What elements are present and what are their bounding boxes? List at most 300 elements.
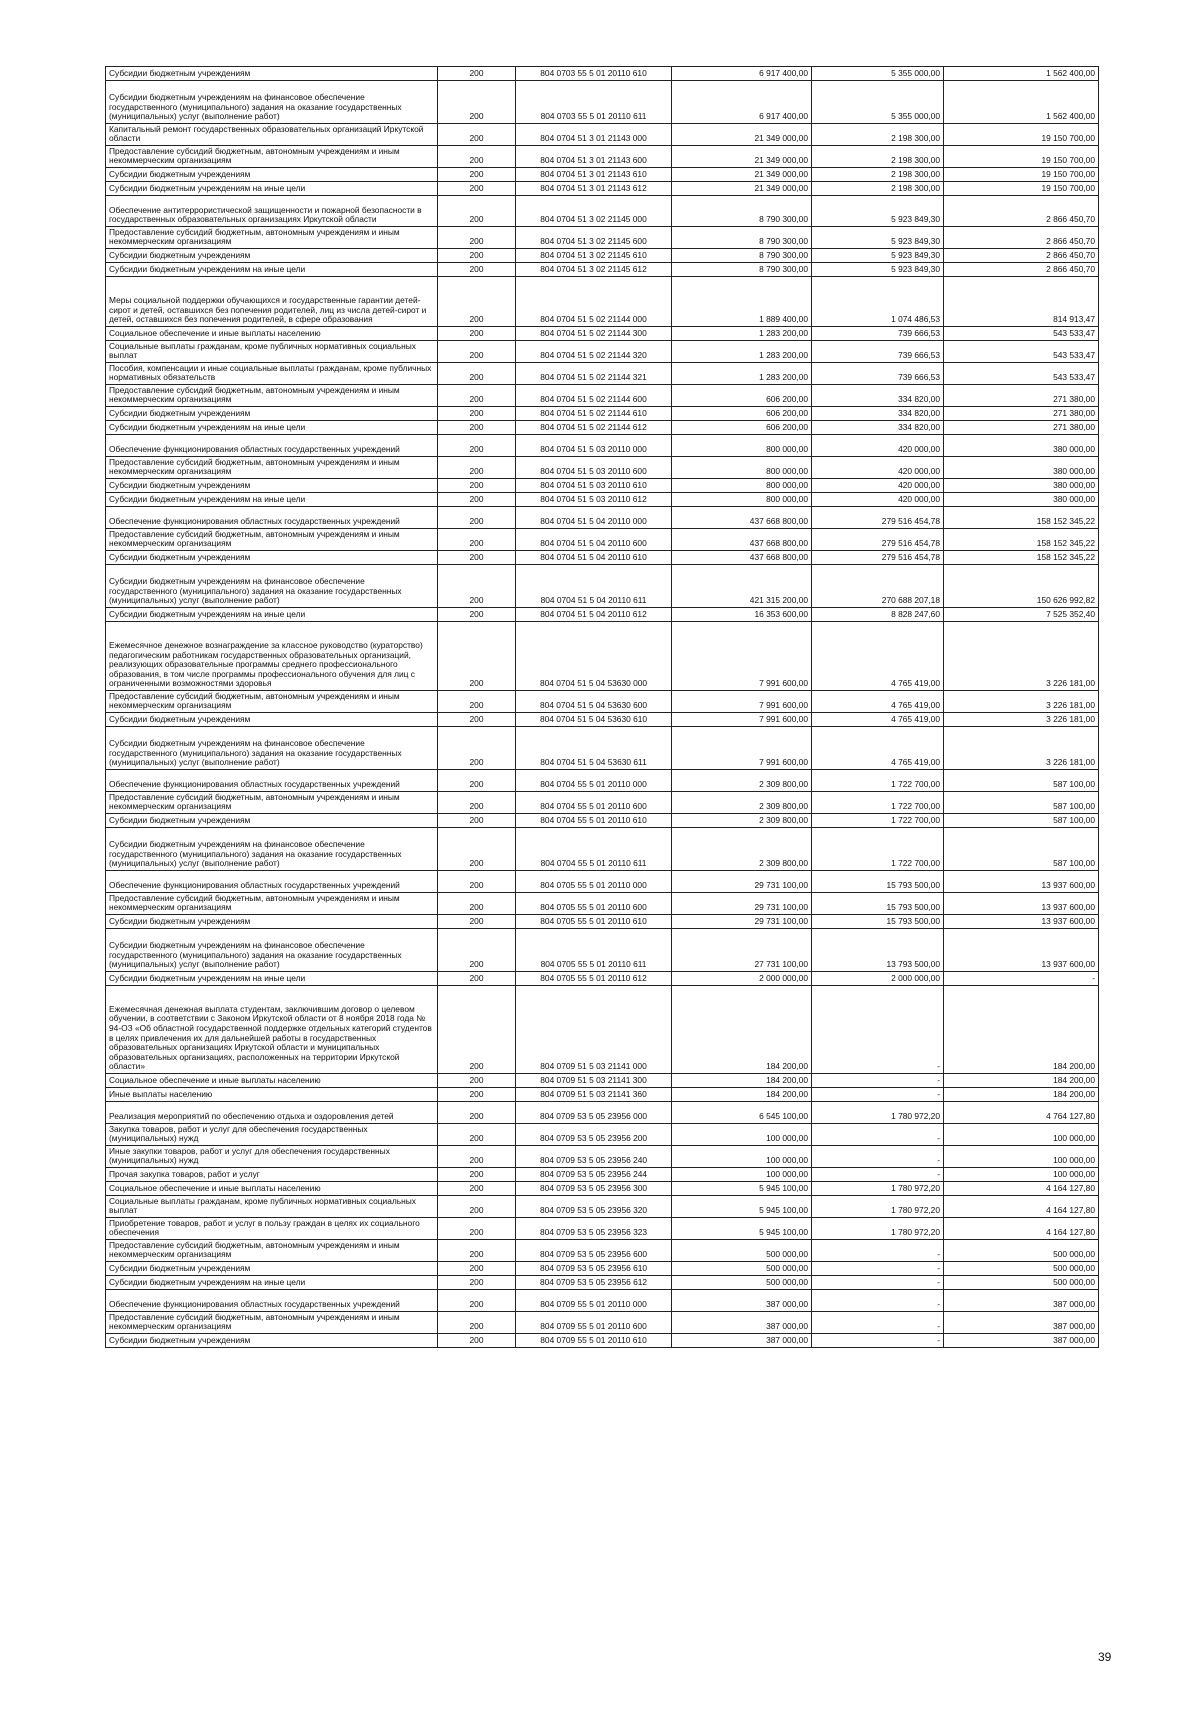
- row-budget-code: 804 0709 53 5 05 23956 000: [516, 1102, 672, 1124]
- row-executed: 4 765 419,00: [812, 691, 944, 713]
- row-unexecuted: 387 000,00: [944, 1334, 1099, 1348]
- row-approved: 7 991 600,00: [672, 713, 812, 727]
- table-row: [106, 1074, 1099, 1088]
- row-unexecuted: 19 150 700,00: [944, 182, 1099, 196]
- row-budget-code: 804 0703 55 5 01 20110 611: [516, 81, 672, 124]
- row-budget-code: 804 0704 51 5 02 21144 300: [516, 327, 672, 341]
- row-budget-code: 804 0709 53 5 05 23956 200: [516, 1124, 672, 1146]
- row-admin-code: 200: [438, 1276, 516, 1290]
- table-row: [106, 263, 1099, 277]
- row-executed: 8 828 247,60: [812, 608, 944, 622]
- row-approved: 21 349 000,00: [672, 182, 812, 196]
- row-approved: 8 790 300,00: [672, 196, 812, 227]
- row-name: Обеспечение антитеррористической защищенности и пожарной безопасности в государственных образовательных организациях Иркутской области: [106, 196, 438, 227]
- table-row: [106, 1196, 1099, 1218]
- row-approved: 184 200,00: [672, 986, 812, 1074]
- row-unexecuted: 271 380,00: [944, 407, 1099, 421]
- row-unexecuted: 3 226 181,00: [944, 622, 1099, 691]
- row-unexecuted: 543 533,47: [944, 327, 1099, 341]
- row-name: Предоставление субсидий бюджетным, автономным учреждениям и иным некоммерческим организациям: [106, 385, 438, 407]
- row-unexecuted: 100 000,00: [944, 1146, 1099, 1168]
- row-approved: 100 000,00: [672, 1146, 812, 1168]
- table-row: [106, 1240, 1099, 1262]
- row-admin-code: 200: [438, 407, 516, 421]
- row-budget-code: 804 0709 51 5 03 21141 360: [516, 1088, 672, 1102]
- row-approved: 29 731 100,00: [672, 915, 812, 929]
- row-approved: 606 200,00: [672, 407, 812, 421]
- row-admin-code: 200: [438, 608, 516, 622]
- row-admin-code: 200: [438, 713, 516, 727]
- row-name: Реализация мероприятий по обеспечению отдыха и оздоровления детей: [106, 1102, 438, 1124]
- row-admin-code: 200: [438, 727, 516, 770]
- row-admin-code: 200: [438, 1240, 516, 1262]
- row-executed: 2 198 300,00: [812, 182, 944, 196]
- row-unexecuted: 587 100,00: [944, 814, 1099, 828]
- table-row: [106, 479, 1099, 493]
- row-unexecuted: 158 152 345,22: [944, 507, 1099, 529]
- row-executed: 15 793 500,00: [812, 915, 944, 929]
- row-admin-code: 200: [438, 871, 516, 893]
- table-row: [106, 929, 1099, 972]
- row-admin-code: 200: [438, 81, 516, 124]
- row-executed: 1 074 486,53: [812, 277, 944, 327]
- row-approved: 100 000,00: [672, 1124, 812, 1146]
- row-approved: 2 309 800,00: [672, 770, 812, 792]
- row-admin-code: 200: [438, 929, 516, 972]
- table-row: [106, 249, 1099, 263]
- row-approved: 184 200,00: [672, 1074, 812, 1088]
- row-admin-code: 200: [438, 196, 516, 227]
- row-admin-code: 200: [438, 146, 516, 168]
- row-unexecuted: 2 866 450,70: [944, 196, 1099, 227]
- row-unexecuted: 271 380,00: [944, 385, 1099, 407]
- row-name: Меры социальной поддержки обучающихся и государственные гарантии детей-сирот и детей, оставшихся без попечения родителей, лиц из числа детей-сирот и детей, оставшихся без попечения родителей, в сфере образования: [106, 277, 438, 327]
- table-row: [106, 828, 1099, 871]
- row-name: Социальные выплаты гражданам, кроме публичных нормативных социальных выплат: [106, 341, 438, 363]
- row-budget-code: 804 0704 55 5 01 20110 000: [516, 770, 672, 792]
- row-unexecuted: 184 200,00: [944, 1074, 1099, 1088]
- row-budget-code: 804 0704 51 5 02 21144 321: [516, 363, 672, 385]
- row-approved: 2 309 800,00: [672, 828, 812, 871]
- row-budget-code: 804 0704 51 5 02 21144 000: [516, 277, 672, 327]
- row-approved: 100 000,00: [672, 1168, 812, 1182]
- row-budget-code: 804 0709 53 5 05 23956 600: [516, 1240, 672, 1262]
- row-name: Субсидии бюджетным учреждениям: [106, 1262, 438, 1276]
- row-budget-code: 804 0704 51 5 04 20110 000: [516, 507, 672, 529]
- row-name: Приобретение товаров, работ и услуг в пользу граждан в целях их социального обеспечения: [106, 1218, 438, 1240]
- row-approved: 2 309 800,00: [672, 792, 812, 814]
- row-unexecuted: 587 100,00: [944, 770, 1099, 792]
- row-budget-code: 804 0704 55 5 01 20110 600: [516, 792, 672, 814]
- table-row: [106, 713, 1099, 727]
- row-name: Предоставление субсидий бюджетным, автономным учреждениям и иным некоммерческим организациям: [106, 893, 438, 915]
- row-name: Субсидии бюджетным учреждениям на иные цели: [106, 182, 438, 196]
- row-admin-code: 200: [438, 1312, 516, 1334]
- row-approved: 7 991 600,00: [672, 622, 812, 691]
- row-executed: 5 355 000,00: [812, 67, 944, 81]
- row-approved: 800 000,00: [672, 493, 812, 507]
- row-executed: 739 666,53: [812, 341, 944, 363]
- table-row: [106, 81, 1099, 124]
- table-row: [106, 1124, 1099, 1146]
- row-name: Субсидии бюджетным учреждениям на финансовое обеспечение государственного (муниципального) задания на оказание государственных (муниципальных) услуг (выполнение работ): [106, 727, 438, 770]
- row-budget-code: 804 0704 51 5 04 20110 612: [516, 608, 672, 622]
- row-admin-code: 200: [438, 551, 516, 565]
- row-admin-code: 200: [438, 249, 516, 263]
- row-unexecuted: 2 866 450,70: [944, 249, 1099, 263]
- row-name: Обеспечение функционирования областных государственных учреждений: [106, 770, 438, 792]
- row-name: Ежемесячная денежная выплата студентам, заключившим договор о целевом обучении, в соответствии с Законом Иркутской области от 8 ноября 2018 года № 94-ОЗ «Об областной государственной поддержке отдельных категорий студентов в целях привлечения их для дальнейшей работы в государственных образовательных организациях Иркутской области и муниципальных образовательных организациях, расположенных на территории Иркутской области»: [106, 986, 438, 1074]
- row-name: Капитальный ремонт государственных образовательных организаций Иркутской области: [106, 124, 438, 146]
- row-budget-code: 804 0705 55 5 01 20110 600: [516, 893, 672, 915]
- table-row: [106, 1334, 1099, 1348]
- table-row: [106, 770, 1099, 792]
- table-row: [106, 227, 1099, 249]
- row-unexecuted: 7 525 352,40: [944, 608, 1099, 622]
- row-executed: -: [812, 1074, 944, 1088]
- row-name: Субсидии бюджетным учреждениям на финансовое обеспечение государственного (муниципального) задания на оказание государственных (муниципальных) услуг (выполнение работ): [106, 828, 438, 871]
- row-approved: 8 790 300,00: [672, 227, 812, 249]
- row-unexecuted: 158 152 345,22: [944, 551, 1099, 565]
- row-unexecuted: 380 000,00: [944, 457, 1099, 479]
- table-row: [106, 407, 1099, 421]
- row-name: Субсидии бюджетным учреждениям: [106, 168, 438, 182]
- row-budget-code: 804 0704 51 5 02 21144 612: [516, 421, 672, 435]
- row-name: Субсидии бюджетным учреждениям на финансовое обеспечение государственного (муниципального) задания на оказание государственных (муниципальных) услуг (выполнение работ): [106, 81, 438, 124]
- row-executed: -: [812, 1168, 944, 1182]
- row-budget-code: 804 0704 51 3 02 21145 610: [516, 249, 672, 263]
- row-admin-code: 200: [438, 277, 516, 327]
- row-admin-code: 200: [438, 792, 516, 814]
- row-approved: 500 000,00: [672, 1240, 812, 1262]
- row-unexecuted: 1 562 400,00: [944, 81, 1099, 124]
- row-budget-code: 804 0709 55 5 01 20110 000: [516, 1290, 672, 1312]
- row-unexecuted: 13 937 600,00: [944, 871, 1099, 893]
- row-executed: -: [812, 1276, 944, 1290]
- row-unexecuted: 271 380,00: [944, 421, 1099, 435]
- table-row: [106, 196, 1099, 227]
- table-row: [106, 529, 1099, 551]
- row-approved: 1 283 200,00: [672, 327, 812, 341]
- row-budget-code: 804 0704 51 3 02 21145 600: [516, 227, 672, 249]
- table-row: [106, 421, 1099, 435]
- row-approved: 800 000,00: [672, 435, 812, 457]
- row-executed: 1 780 972,20: [812, 1102, 944, 1124]
- row-name: Субсидии бюджетным учреждениям: [106, 551, 438, 565]
- row-budget-code: 804 0704 51 5 02 21144 610: [516, 407, 672, 421]
- row-unexecuted: 3 226 181,00: [944, 713, 1099, 727]
- row-unexecuted: 587 100,00: [944, 792, 1099, 814]
- row-name: Закупка товаров, работ и услуг для обеспечения государственных (муниципальных) нужд: [106, 1124, 438, 1146]
- row-admin-code: 200: [438, 814, 516, 828]
- row-unexecuted: 4 164 127,80: [944, 1218, 1099, 1240]
- row-executed: 5 923 849,30: [812, 263, 944, 277]
- row-name: Социальное обеспечение и иные выплаты населению: [106, 1074, 438, 1088]
- row-budget-code: 804 0704 51 3 02 21145 612: [516, 263, 672, 277]
- row-approved: 2 309 800,00: [672, 814, 812, 828]
- row-name: Субсидии бюджетным учреждениям на иные цели: [106, 608, 438, 622]
- row-name: Предоставление субсидий бюджетным, автономным учреждениям и иным некоммерческим организациям: [106, 1312, 438, 1334]
- row-approved: 6 917 400,00: [672, 67, 812, 81]
- row-unexecuted: 380 000,00: [944, 493, 1099, 507]
- row-budget-code: 804 0704 51 5 04 53630 611: [516, 727, 672, 770]
- row-executed: 15 793 500,00: [812, 893, 944, 915]
- row-admin-code: 200: [438, 986, 516, 1074]
- row-admin-code: 200: [438, 263, 516, 277]
- row-approved: 437 668 800,00: [672, 507, 812, 529]
- row-name: Прочая закупка товаров, работ и услуг: [106, 1168, 438, 1182]
- row-executed: -: [812, 1146, 944, 1168]
- row-unexecuted: 150 626 992,82: [944, 565, 1099, 608]
- row-executed: 13 793 500,00: [812, 929, 944, 972]
- row-approved: 1 283 200,00: [672, 363, 812, 385]
- row-admin-code: 200: [438, 1102, 516, 1124]
- row-admin-code: 200: [438, 1088, 516, 1102]
- row-approved: 421 315 200,00: [672, 565, 812, 608]
- row-budget-code: 804 0704 55 5 01 20110 611: [516, 828, 672, 871]
- table-row: [106, 986, 1099, 1074]
- row-executed: 4 765 419,00: [812, 713, 944, 727]
- row-name: Субсидии бюджетным учреждениям: [106, 1334, 438, 1348]
- row-unexecuted: 13 937 600,00: [944, 893, 1099, 915]
- row-executed: -: [812, 1124, 944, 1146]
- row-approved: 2 000 000,00: [672, 972, 812, 986]
- row-admin-code: 200: [438, 1334, 516, 1348]
- row-unexecuted: 814 913,47: [944, 277, 1099, 327]
- row-approved: 5 945 100,00: [672, 1218, 812, 1240]
- table-row: [106, 435, 1099, 457]
- row-approved: 437 668 800,00: [672, 529, 812, 551]
- table-row: [106, 551, 1099, 565]
- row-name: Социальное обеспечение и иные выплаты населению: [106, 1182, 438, 1196]
- row-admin-code: 200: [438, 507, 516, 529]
- row-unexecuted: 184 200,00: [944, 1088, 1099, 1102]
- row-budget-code: 804 0704 51 3 01 21143 000: [516, 124, 672, 146]
- budget-execution-table: [105, 66, 1099, 1348]
- row-admin-code: 200: [438, 1196, 516, 1218]
- row-name: Субсидии бюджетным учреждениям на финансовое обеспечение государственного (муниципального) задания на оказание государственных (муниципальных) услуг (выполнение работ): [106, 929, 438, 972]
- row-budget-code: 804 0709 53 5 05 23956 244: [516, 1168, 672, 1182]
- row-name: Обеспечение функционирования областных государственных учреждений: [106, 435, 438, 457]
- row-name: Предоставление субсидий бюджетным, автономным учреждениям и иным некоммерческим организациям: [106, 1240, 438, 1262]
- row-executed: 1 722 700,00: [812, 828, 944, 871]
- table-row: [106, 1262, 1099, 1276]
- row-budget-code: 804 0705 55 5 01 20110 611: [516, 929, 672, 972]
- row-name: Субсидии бюджетным учреждениям: [106, 915, 438, 929]
- table-row: [106, 1290, 1099, 1312]
- row-admin-code: 200: [438, 1074, 516, 1088]
- row-executed: 334 820,00: [812, 385, 944, 407]
- row-admin-code: 200: [438, 385, 516, 407]
- table-row: [106, 168, 1099, 182]
- row-budget-code: 804 0704 51 5 04 20110 611: [516, 565, 672, 608]
- row-budget-code: 804 0704 51 5 03 20110 612: [516, 493, 672, 507]
- row-admin-code: 200: [438, 227, 516, 249]
- table-row: [106, 814, 1099, 828]
- row-unexecuted: 13 937 600,00: [944, 915, 1099, 929]
- row-unexecuted: 4 164 127,80: [944, 1196, 1099, 1218]
- row-budget-code: 804 0705 55 5 01 20110 612: [516, 972, 672, 986]
- row-budget-code: 804 0704 51 5 02 21144 600: [516, 385, 672, 407]
- row-name: Иные выплаты населению: [106, 1088, 438, 1102]
- table-row: [106, 691, 1099, 713]
- row-budget-code: 804 0709 53 5 05 23956 320: [516, 1196, 672, 1218]
- row-budget-code: 804 0704 51 5 03 20110 000: [516, 435, 672, 457]
- row-name: Субсидии бюджетным учреждениям на финансовое обеспечение государственного (муниципального) задания на оказание государственных (муниципальных) услуг (выполнение работ): [106, 565, 438, 608]
- row-approved: 387 000,00: [672, 1312, 812, 1334]
- row-budget-code: 804 0704 51 5 04 20110 610: [516, 551, 672, 565]
- row-approved: 5 945 100,00: [672, 1182, 812, 1196]
- row-approved: 1 283 200,00: [672, 341, 812, 363]
- row-budget-code: 804 0705 55 5 01 20110 000: [516, 871, 672, 893]
- row-executed: 334 820,00: [812, 421, 944, 435]
- table-row: [106, 124, 1099, 146]
- row-approved: 606 200,00: [672, 385, 812, 407]
- row-executed: 5 923 849,30: [812, 196, 944, 227]
- row-name: Предоставление субсидий бюджетным, автономным учреждениям и иным некоммерческим организациям: [106, 792, 438, 814]
- table-row: [106, 1312, 1099, 1334]
- row-approved: 8 790 300,00: [672, 249, 812, 263]
- row-unexecuted: 1 562 400,00: [944, 67, 1099, 81]
- row-admin-code: 200: [438, 915, 516, 929]
- row-name: Субсидии бюджетным учреждениям на иные цели: [106, 421, 438, 435]
- row-executed: 4 765 419,00: [812, 727, 944, 770]
- row-unexecuted: 387 000,00: [944, 1312, 1099, 1334]
- row-unexecuted: 543 533,47: [944, 341, 1099, 363]
- row-admin-code: 200: [438, 493, 516, 507]
- row-admin-code: 200: [438, 972, 516, 986]
- table-row: [106, 507, 1099, 529]
- row-budget-code: 804 0709 53 5 05 23956 612: [516, 1276, 672, 1290]
- row-name: Субсидии бюджетным учреждениям: [106, 249, 438, 263]
- row-budget-code: 804 0704 51 3 01 21143 610: [516, 168, 672, 182]
- row-admin-code: 200: [438, 565, 516, 608]
- row-budget-code: 804 0704 51 5 04 53630 610: [516, 713, 672, 727]
- row-unexecuted: 4 764 127,80: [944, 1102, 1099, 1124]
- row-budget-code: 804 0703 55 5 01 20110 610: [516, 67, 672, 81]
- row-budget-code: 804 0709 53 5 05 23956 323: [516, 1218, 672, 1240]
- row-approved: 5 945 100,00: [672, 1196, 812, 1218]
- table-row: [106, 727, 1099, 770]
- row-approved: 1 889 400,00: [672, 277, 812, 327]
- table-row: [106, 67, 1099, 81]
- row-budget-code: 804 0704 51 5 04 53630 000: [516, 622, 672, 691]
- table-row: [106, 385, 1099, 407]
- row-admin-code: 200: [438, 1218, 516, 1240]
- row-name: Предоставление субсидий бюджетным, автономным учреждениям и иным некоммерческим организациям: [106, 529, 438, 551]
- row-unexecuted: 500 000,00: [944, 1262, 1099, 1276]
- row-executed: -: [812, 1240, 944, 1262]
- row-budget-code: 804 0705 55 5 01 20110 610: [516, 915, 672, 929]
- table-body: [106, 67, 1099, 1348]
- row-unexecuted: 2 866 450,70: [944, 263, 1099, 277]
- row-executed: 1 780 972,20: [812, 1182, 944, 1196]
- table-row: [106, 182, 1099, 196]
- row-executed: 5 923 849,30: [812, 227, 944, 249]
- row-name: Субсидии бюджетным учреждениям: [106, 479, 438, 493]
- table-row: [106, 1146, 1099, 1168]
- row-budget-code: 804 0709 53 5 05 23956 300: [516, 1182, 672, 1196]
- row-budget-code: 804 0704 51 5 02 21144 320: [516, 341, 672, 363]
- row-approved: 800 000,00: [672, 479, 812, 493]
- row-approved: 8 790 300,00: [672, 263, 812, 277]
- row-name: Субсидии бюджетным учреждениям: [106, 407, 438, 421]
- row-unexecuted: 543 533,47: [944, 363, 1099, 385]
- table-row: [106, 146, 1099, 168]
- row-name: Предоставление субсидий бюджетным, автономным учреждениям и иным некоммерческим организациям: [106, 146, 438, 168]
- row-executed: 420 000,00: [812, 493, 944, 507]
- table-row: [106, 1102, 1099, 1124]
- row-unexecuted: 100 000,00: [944, 1168, 1099, 1182]
- row-budget-code: 804 0709 53 5 05 23956 610: [516, 1262, 672, 1276]
- row-budget-code: 804 0704 51 3 02 21145 000: [516, 196, 672, 227]
- table-row: [106, 277, 1099, 327]
- row-unexecuted: 587 100,00: [944, 828, 1099, 871]
- row-admin-code: 200: [438, 327, 516, 341]
- table-row: [106, 915, 1099, 929]
- row-admin-code: 200: [438, 1168, 516, 1182]
- row-unexecuted: 184 200,00: [944, 986, 1099, 1074]
- row-admin-code: 200: [438, 1182, 516, 1196]
- row-name: Социальные выплаты гражданам, кроме публичных нормативных социальных выплат: [106, 1196, 438, 1218]
- row-unexecuted: 19 150 700,00: [944, 146, 1099, 168]
- row-executed: 334 820,00: [812, 407, 944, 421]
- row-budget-code: 804 0704 51 5 03 20110 600: [516, 457, 672, 479]
- table-row: [106, 341, 1099, 363]
- table-row: [106, 893, 1099, 915]
- row-unexecuted: 19 150 700,00: [944, 124, 1099, 146]
- row-unexecuted: 380 000,00: [944, 435, 1099, 457]
- row-executed: -: [812, 986, 944, 1074]
- table-row: [106, 608, 1099, 622]
- row-admin-code: 200: [438, 124, 516, 146]
- row-admin-code: 200: [438, 67, 516, 81]
- row-approved: 500 000,00: [672, 1262, 812, 1276]
- row-executed: -: [812, 1088, 944, 1102]
- row-unexecuted: 19 150 700,00: [944, 168, 1099, 182]
- row-executed: -: [812, 1312, 944, 1334]
- row-name: Иные закупки товаров, работ и услуг для обеспечения государственных (муниципальных) нужд: [106, 1146, 438, 1168]
- page-number: 39: [1098, 1650, 1112, 1664]
- row-executed: 1 722 700,00: [812, 814, 944, 828]
- row-approved: 7 991 600,00: [672, 727, 812, 770]
- row-name: Субсидии бюджетным учреждениям на иные цели: [106, 1276, 438, 1290]
- row-executed: 420 000,00: [812, 457, 944, 479]
- row-unexecuted: 500 000,00: [944, 1240, 1099, 1262]
- row-budget-code: 804 0709 55 5 01 20110 600: [516, 1312, 672, 1334]
- row-name: Предоставление субсидий бюджетным, автономным учреждениям и иным некоммерческим организациям: [106, 457, 438, 479]
- row-budget-code: 804 0704 55 5 01 20110 610: [516, 814, 672, 828]
- row-admin-code: 200: [438, 363, 516, 385]
- table-row: [106, 972, 1099, 986]
- table-row: [106, 871, 1099, 893]
- table-row: [106, 1168, 1099, 1182]
- row-approved: 29 731 100,00: [672, 893, 812, 915]
- row-unexecuted: 100 000,00: [944, 1124, 1099, 1146]
- row-approved: 21 349 000,00: [672, 146, 812, 168]
- row-executed: 1 722 700,00: [812, 792, 944, 814]
- row-approved: 6 545 100,00: [672, 1102, 812, 1124]
- row-unexecuted: -: [944, 972, 1099, 986]
- row-name: Субсидии бюджетным учреждениям: [106, 713, 438, 727]
- row-executed: -: [812, 1290, 944, 1312]
- table-row: [106, 363, 1099, 385]
- row-executed: 1 780 972,20: [812, 1196, 944, 1218]
- row-executed: 420 000,00: [812, 435, 944, 457]
- row-admin-code: 200: [438, 457, 516, 479]
- row-admin-code: 200: [438, 168, 516, 182]
- row-executed: 1 722 700,00: [812, 770, 944, 792]
